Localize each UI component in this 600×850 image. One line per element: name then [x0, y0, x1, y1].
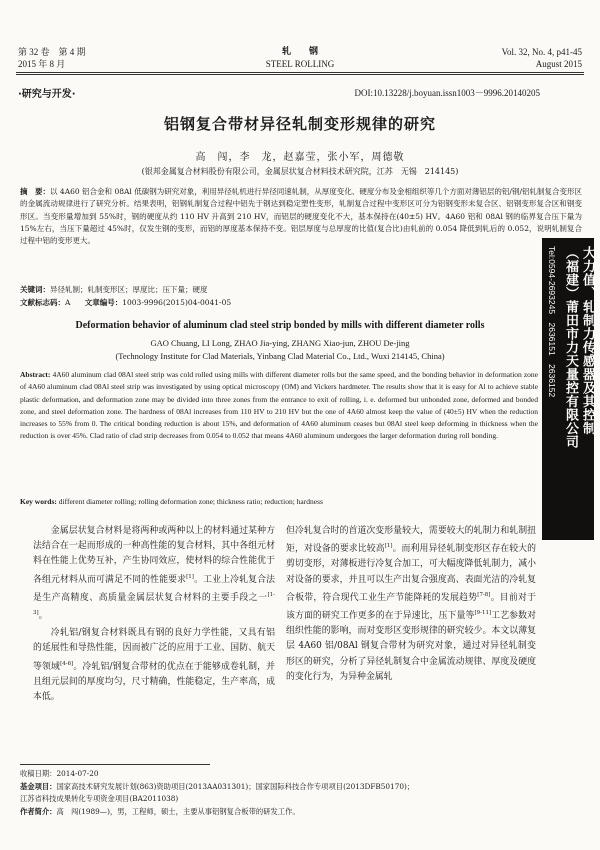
- article-number-value: 1003-9996(2015)04-0041-05: [122, 298, 232, 307]
- text: 。工业上冷轧复合法是生产高精度、高质量金属层状复合材料的主要手段之一: [33, 574, 276, 603]
- advertisement-banner: [542, 238, 594, 540]
- authors-cn: 高 闯，李 龙，赵嘉莹，张小军，周德敬: [195, 152, 405, 163]
- citation: [1]: [186, 573, 194, 580]
- text: 工艺参数对组织性能的影响，而对变形区变形规律的研究较少。本文以薄复层 4A60 铝/08Al 钢复合带材为研究对象，通过对异径轧制变形区的研究，分析了异径轧制复合中金属流动规律、厚度及硬度的变化行为，为异种金属轧: [286, 610, 536, 682]
- header-date-en: August 2015: [535, 59, 582, 69]
- citation: [9-11]: [474, 609, 492, 616]
- text: 。: [38, 610, 48, 621]
- doi: DOI:10.13228/j.boyuan.issn1003－9996.20140205: [354, 88, 540, 98]
- body-left-paragraph-1: [33, 524, 275, 624]
- header-journal-en: STEEL ROLLING: [265, 59, 335, 69]
- authors-en: GAO Chuang, LI Long, ZHAO Jia-ying, ZHANG Xiao-jun, ZHOU De-jing: [150, 338, 410, 348]
- fund-label: 基金项目：: [20, 781, 57, 791]
- footnotes: [20, 768, 582, 818]
- header-journal-cn: 轧 钢: [281, 47, 318, 57]
- text: 。而利用异径轧制变形区存在较大的剪切变形，对薄板进行冷复合加工，可大幅度降低轧制力，减小对设备的要求，并且可以生产出复合强度高、表面光洁的冷轧复合板带，符合现代工业生产节能降耗的发展趋势: [286, 544, 537, 603]
- header-volume-en: Vol. 32, No. 4, p41-45: [501, 47, 582, 57]
- article-number-label: 文章编号：: [84, 298, 123, 307]
- citation: [4-6]: [60, 660, 74, 667]
- header-volume-cn: 第 32 卷 第 4 期: [18, 47, 86, 57]
- clc-value: A: [65, 298, 71, 307]
- citation: [7-8]: [477, 591, 491, 598]
- keywords-cn-label: 关键词：: [20, 285, 50, 294]
- body-right-paragraph: [286, 524, 536, 685]
- clc-label: 文献标志码：: [20, 298, 65, 307]
- text: 金属层状复合材料是将两种或两种以上的材料通过某种方法结合在一起而形成的一种高性能的复合材料，其中各组元材料在性能上优势互补，产生协同效应，使材料的综合性能优于各组元材料从而可满足不同的性能要求: [33, 526, 275, 585]
- body-left-column: [33, 524, 275, 705]
- banner-line-1: 大力值、轧制力传感器及其控制: [580, 246, 595, 435]
- body-right-column: [286, 524, 536, 685]
- body-left-paragraph-2: [33, 626, 275, 705]
- citation: [1]: [384, 543, 393, 550]
- text: 。目前对于该方面的研究工作更多的在于异速比，压下量等: [286, 592, 536, 621]
- text: 冷轧铝/钢复合材料既具有钢的良好力学性能，又具有铝的延展性和导热性能，因而被广泛的应用于工业、国防、航天等领域: [33, 628, 275, 672]
- paper-title-en: Deformation behavior of aluminum clad steel strip bonded by mills with different diameter rolls: [75, 320, 485, 331]
- classification: [20, 297, 540, 309]
- affiliation-en: (Technology Institute for Clad Materials, Yinbang Clad Material Co., Ltd., Wuxi 214145, China): [115, 351, 445, 361]
- author-bio-text: 高 闯(1989—)，男，工程师，硕士，主要从事铝钢复合板带的研发工作。: [56, 806, 300, 816]
- keywords-cn-text: 异径轧制；轧制变形区；厚度比；压下量；硬度: [50, 285, 208, 294]
- keywords-cn: [20, 284, 540, 296]
- section-label: ·研究与开发·: [18, 89, 76, 100]
- abstract-cn-text: 以 4A60 铝合金和 08Al 低碳钢为研究对象，利用异径轧机进行异径同速轧制，从厚度变化、硬度分布及金相组织等几个方面对薄铝层的铝/钢/铝轧制复合变形区的金属流动规律进行了研究分析。结果表明，铝钢轧制复合过程中铝先于钢达到稳定塑性变形，轧制复合过程中变形区可分为铝钢变形未复合区、铝钢变形复合区和钢变形区。当变形量增加到 55%时，钢的硬度从约 110 HV 升高到 210 HV，而铝层的硬度变化不大，基本保持在(40±5) HV。4A60 铝和 08Al 钢的临界复合压下量为 15%左右，当压下量超过 45%时，仅发生钢的变形，而铝的厚度基本保持不变。铝层厚度与总厚度的比值(复合比)由轧前的 0.054 降低到轧后的 0.052，说明轧制复合过程中铝的变形更大。: [20, 187, 583, 246]
- banner-line-2: （福建）莆田市力天量控有限公司: [563, 246, 578, 449]
- citation: [1-3]: [33, 591, 275, 616]
- author-bio: [20, 806, 582, 819]
- text: 。冷轧铝/钢复合带材的优点在于能够成卷轧制，并且组元层间的厚度均匀，尺寸精确，性能稳定，生产率高，成本低。: [33, 661, 275, 702]
- abstract-en: [20, 369, 538, 443]
- keywords-en: [20, 496, 538, 508]
- fund-line-1: [20, 781, 582, 794]
- footnote-rule: [20, 764, 210, 765]
- paper-title-cn: 铝钢复合带材异径轧制变形规律的研究: [163, 115, 436, 133]
- header-date-cn: 2015 年 8 月: [18, 59, 66, 69]
- keywords-en-label: Key words:: [20, 497, 57, 506]
- abstract-cn-label: 摘 要：: [20, 187, 51, 196]
- header-rule-thin: [16, 74, 584, 75]
- abstract-en-label: Abstract:: [20, 370, 51, 379]
- keywords-en-text: different diameter rolling; rolling deformation zone; thickness ratio; reduction; hardness: [56, 497, 323, 506]
- abstract-cn: [20, 186, 582, 247]
- author-bio-label: 作者简介：: [20, 806, 57, 816]
- banner-telephone: Tel:0594-2693245 2636151 2636152: [547, 246, 557, 398]
- received-date: 收稿日期：2014-07-20: [20, 769, 99, 778]
- fund-line-2: 江苏省科技成果转化专项资金项目(BA2011038): [20, 794, 179, 804]
- abstract-en-text: 4A60 aluminum clad 08Al steel strip was cold rolled using mills with different diameter rolls but the same speed, and the bonding behavior in deformation zone of 4A60 aluminum clad 08Al steel strip was investigated by using optical microscopy (OM) and Vickers hardmeter. The results show that it is easy for Al to achieve stable plastic deformation, and deformation zone may be divided into three zones from the entrance to exit of rolling, i. e. deformed but unbonded zone, deformed and bonded zone, and steel deformation zone. The hardness of 08Al increases from 110 HV to 210 HV but the one of 4A60 almost keep the value of (40±5) HV when the reduction increases to 55% from 0. The critical bonding reduction is about 15%, and deformation of 4A60 aluminum ceases but 08Al steel keep deforming in thickness when the reduction is over 45%. Clad ratio of clad strip decreases from 0.054 to 0.052 that means 4A60 aluminum undergoes the larger deformation during roll bonding.: [20, 370, 538, 441]
- header-rule: [16, 72, 584, 73]
- text: 但冷轧复合时的首道次变形量较大，需要较大的轧制力和轧制扭矩，对设备的要求比较高: [286, 526, 536, 555]
- affiliation-cn: (银邦金属复合材料股份有限公司，金属层状复合材料技术研究院，江苏 无锡 214145): [141, 167, 459, 176]
- fund-text: 国家高技术研究发展计划(863)资助项目(2013AA031301)；国家国际科技合作专项项目(2013DFB50170)；: [56, 781, 415, 791]
